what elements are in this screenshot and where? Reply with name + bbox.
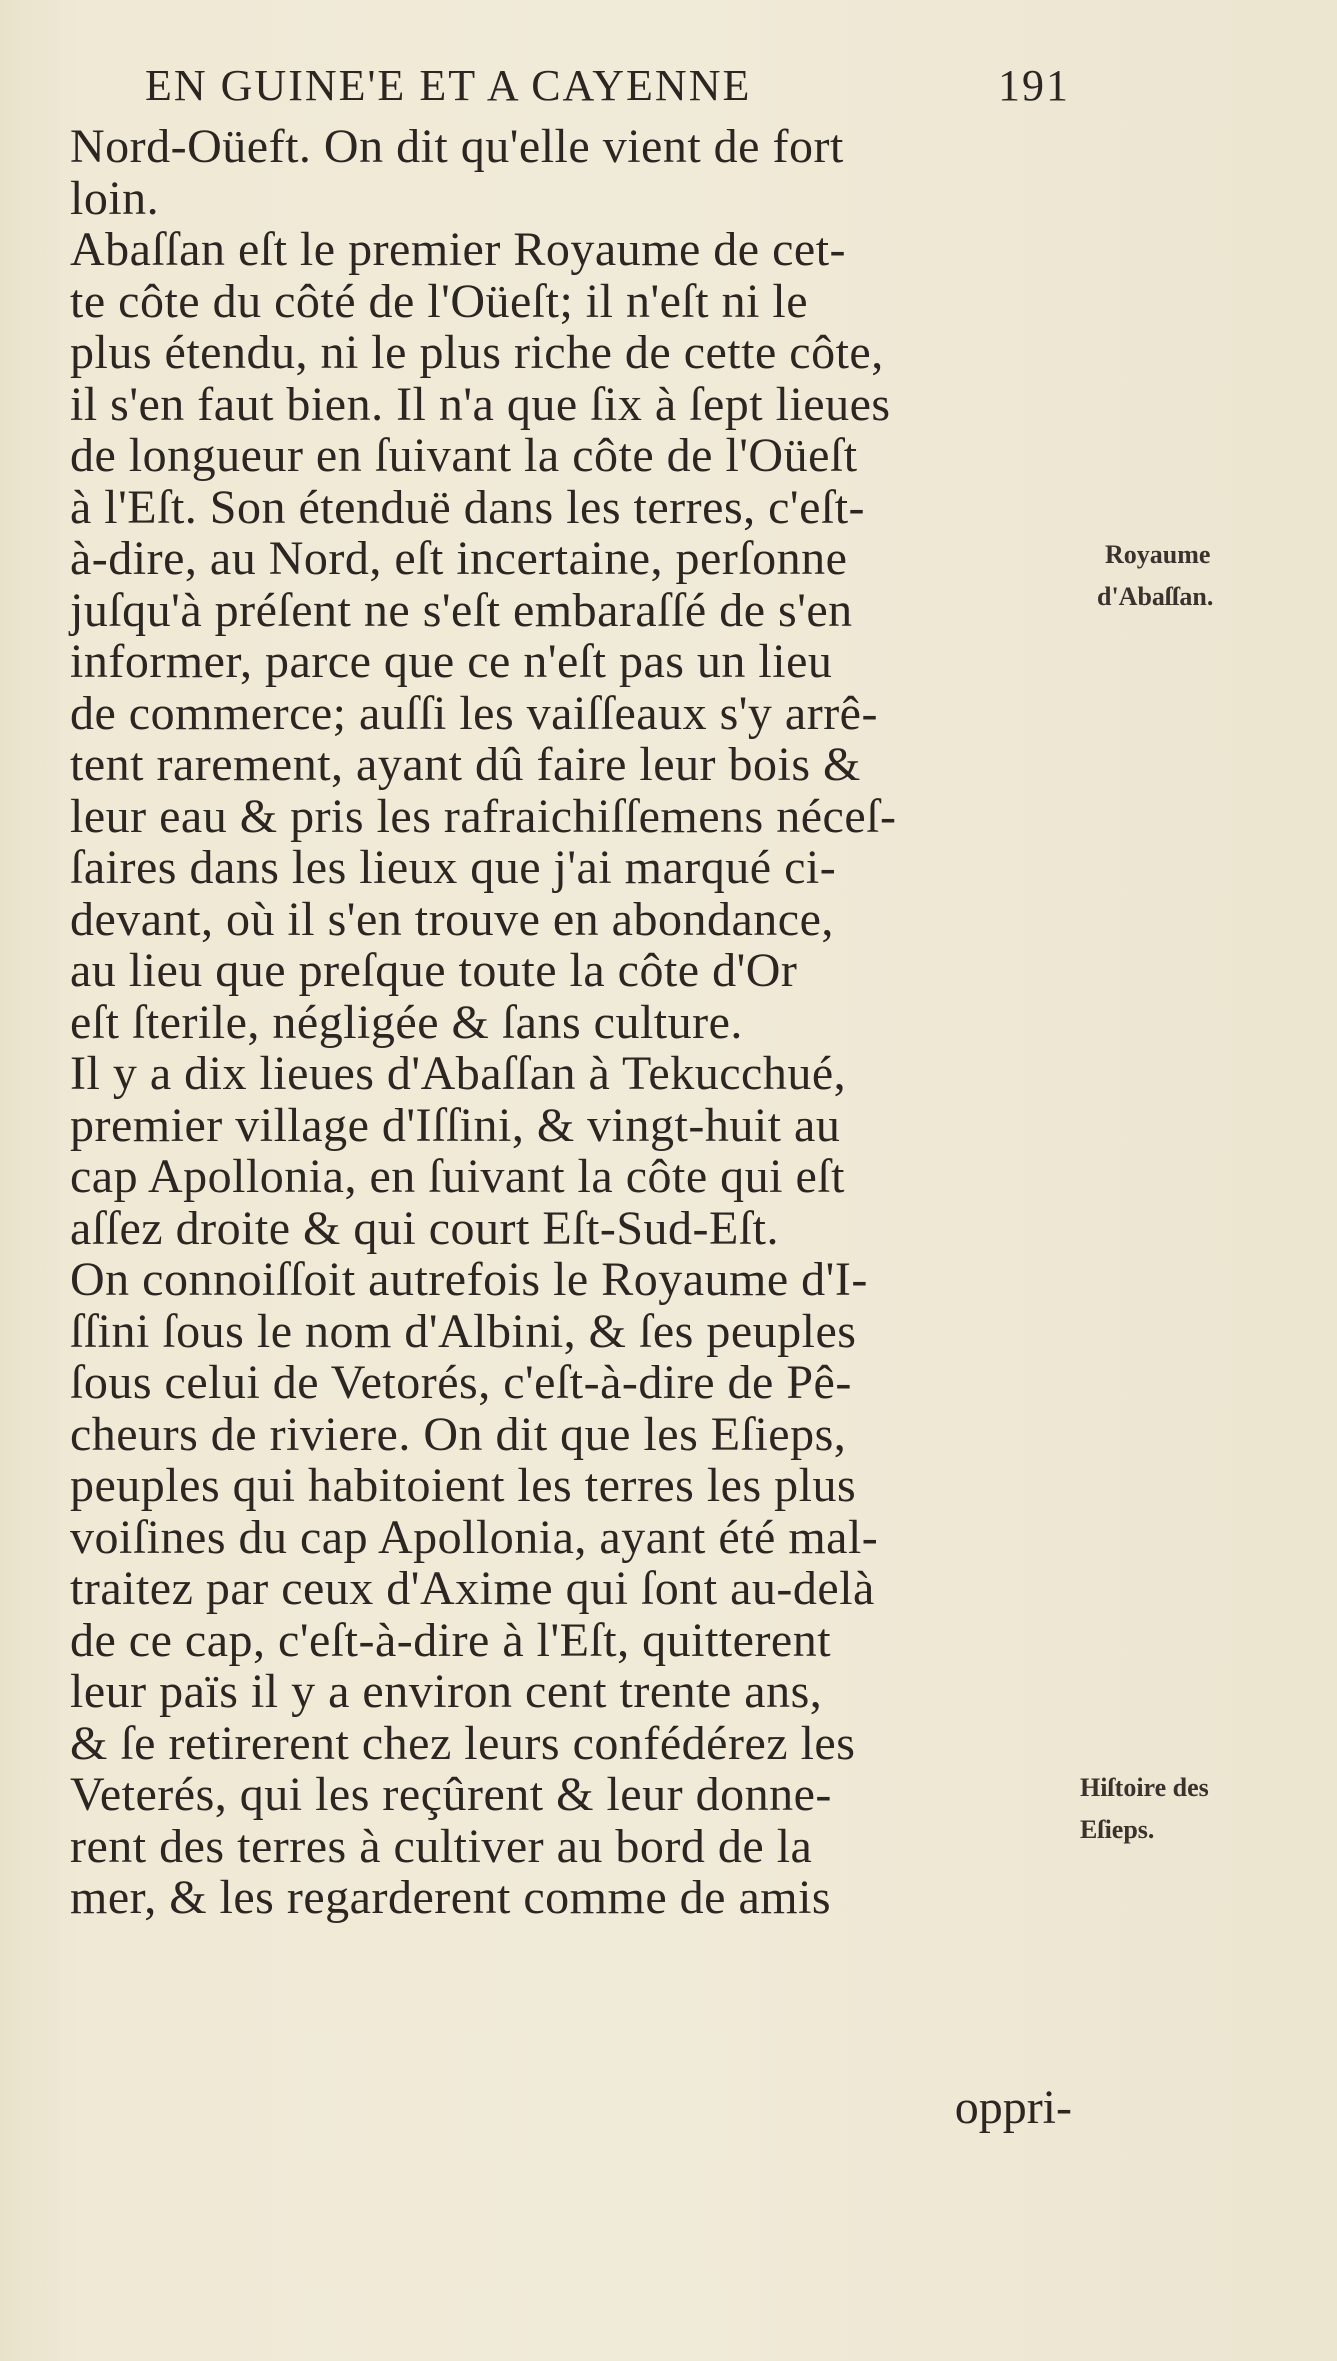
text-line: au lieu que preſque toute la côte d'Or: [70, 944, 798, 997]
text-line: voiſines du cap Apollonia, ayant été mal-: [70, 1510, 879, 1564]
text-line: loin.: [70, 171, 160, 225]
text-line: plus étendu, ni le plus riche de cette côte,: [70, 326, 884, 379]
text-line: Nord-Oüeft. On dit qu'elle vient de fort: [70, 120, 844, 173]
text-line: & ſe retirerent chez leurs confédérez les: [70, 1716, 856, 1770]
text-line: leur païs il y a environ cent trente ans,: [70, 1665, 823, 1718]
text-line: eſt ſterile, négligée & ſans culture.: [70, 995, 743, 1049]
catchword: oppri-: [954, 2081, 1072, 2134]
text-line: aſſez droite & qui court Eſt-Sud-Eſt.: [70, 1201, 779, 1255]
text-line: Veterés, qui les reçûrent & leur donne-: [70, 1768, 832, 1821]
text-line: tent rarement, ayant dû faire leur bois &: [70, 738, 861, 791]
text-line: il s'en faut bien. Il n'a que ſix à ſept lieues: [70, 377, 891, 431]
text-line: rent des terres à cultiver au bord de la: [70, 1819, 813, 1873]
text-line: Abaſſan eſt le premier Royaume de cet-: [70, 223, 847, 276]
text-line: cap Apollonia, en ſuivant la côte qui eſt: [70, 1150, 845, 1203]
margin-note-esieps: Eſieps.: [1080, 1815, 1155, 1844]
text-line: leur eau & pris les rafraichiſſemens néceſ-: [70, 789, 897, 843]
text-line: à l'Eſt. Son étenduë dans les terres, c'eſt-: [70, 480, 866, 534]
text-line: ſſini ſous le nom d'Albini, & ſes peuples: [70, 1304, 857, 1358]
running-head: EN GUINE'E ET A CAYENNE: [145, 61, 752, 110]
text-line: juſqu'à préſent ne s'eſt embaraſſé de s'en: [70, 583, 853, 637]
margin-note-histoire: Hiſtoire des: [1080, 1773, 1209, 1802]
text-line: ſaires dans les lieux que j'ai marqué ci-: [70, 841, 837, 894]
text-line: devant, où il s'en trouve en abondance,: [70, 892, 834, 946]
text-line: de commerce; auſſi les vaiſſeaux s'y arrê-: [70, 686, 878, 740]
page-number: 191: [998, 61, 1070, 110]
text-line: ſous celui de Vetorés, c'eſt-à-dire de Pê-: [70, 1356, 852, 1409]
margin-note-abassan: d'Abaſſan.: [1097, 582, 1214, 611]
text-line: premier village d'Iſſini, & vingt-huit au: [70, 1098, 841, 1152]
text-line: peuples qui habitoient les terres les plus: [70, 1459, 857, 1512]
text-line: On connoiſſoit autrefois le Royaume d'I-: [70, 1253, 868, 1306]
text-line: cheurs de riviere. On dit que les Eſieps,: [70, 1407, 847, 1461]
text-line: mer, & les regarderent comme de amis: [70, 1871, 832, 1924]
text-line: de longueur en ſuivant la côte de l'Oüeſt: [70, 429, 858, 482]
text-line: te côte du côté de l'Oüeſt; il n'eſt ni le: [70, 274, 809, 328]
text-line: Il y a dix lieues d'Abaſſan à Tekucchué,: [70, 1047, 847, 1100]
margin-note-royaume: Royaume: [1105, 540, 1211, 569]
text-line: informer, parce que ce n'eſt pas un lieu: [70, 635, 833, 688]
text-line: traitez par ceux d'Axime qui ſont au-delà: [70, 1562, 875, 1615]
text-line: de ce cap, c'eſt-à-dire à l'Eſt, quitterent: [70, 1613, 832, 1667]
text-line: à-dire, au Nord, eſt incertaine, perſonne: [70, 532, 848, 585]
